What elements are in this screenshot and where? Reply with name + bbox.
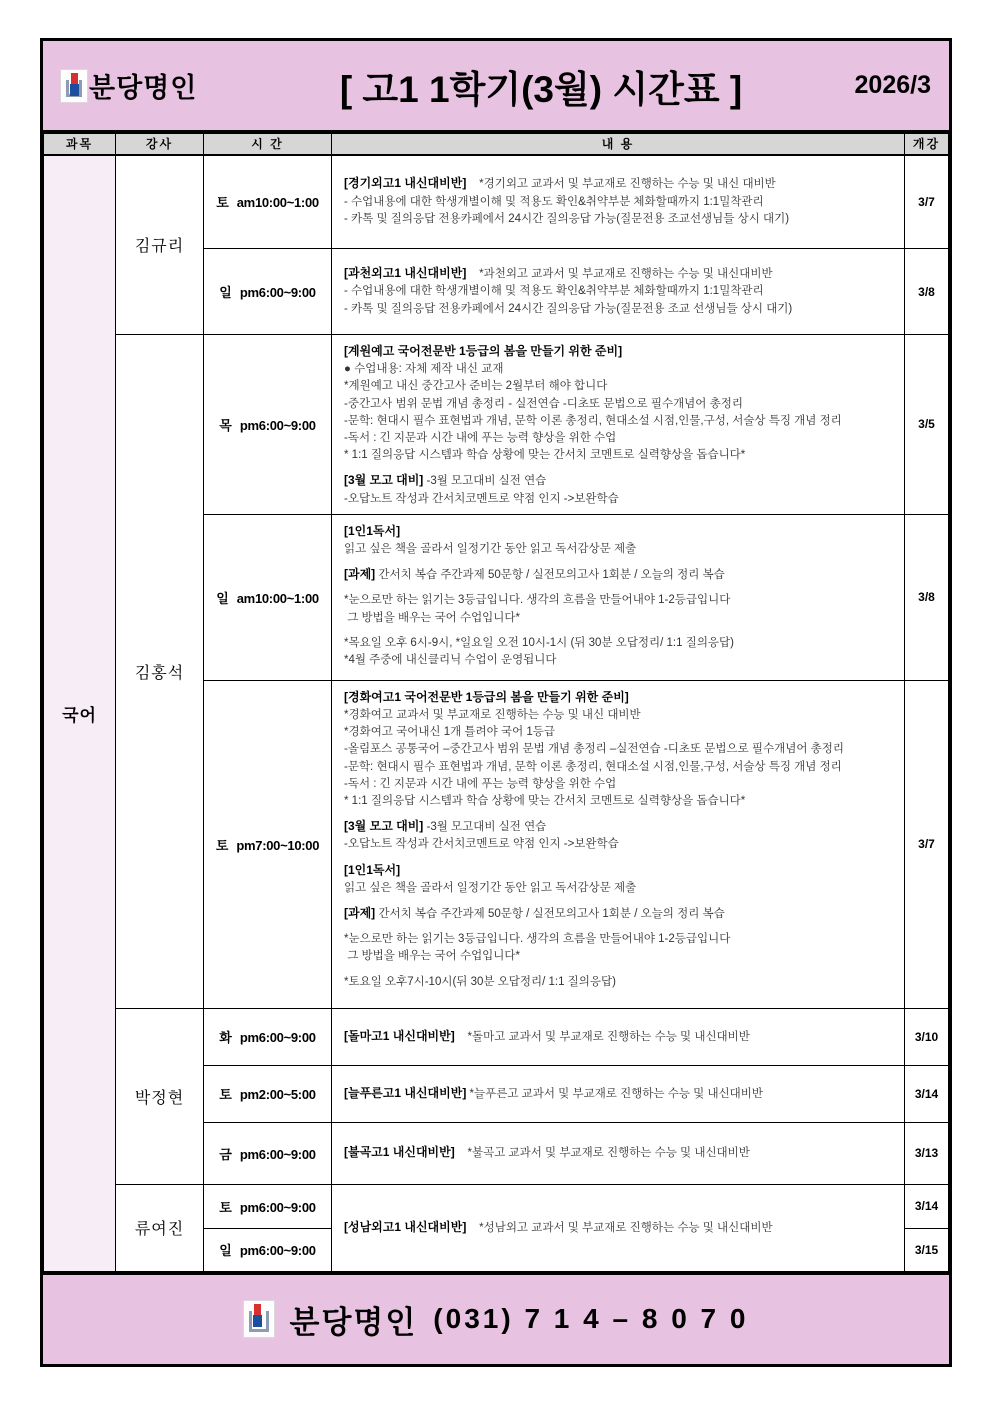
time-day: 토	[219, 1199, 232, 1215]
time-day: 금	[219, 1146, 232, 1162]
content-cell	[332, 155, 905, 249]
content-line: [과제] 간서치 복습 주간과제 50문항 / 실전모의고사 1회분 / 오늘의 정리 복습	[344, 567, 725, 582]
column-header-row	[44, 134, 949, 155]
content-line: 그 방법을 배우는 국어 수업입니다*	[344, 950, 520, 963]
content-line: [3월 모고 대비] -3월 모고대비 실전 연습	[344, 473, 547, 488]
page-title: [ 고1 1학기(3월) 시간표 ]	[339, 68, 743, 110]
content-line: [3월 모고 대비] -3월 모고대비 실전 연습	[344, 819, 547, 834]
content-line: [계원예고 국어전문반 1등급의 봄을 만들기 위한 준비]	[344, 344, 623, 358]
content-line: *토요일 오후7시-10시(뒤 30분 오답정리/ 1:1 질의응답)	[344, 975, 616, 988]
time-day: 토	[215, 837, 229, 853]
schedule-row	[44, 1008, 949, 1065]
content-line: * 1:1 질의응답 시스템과 학습 상황에 맞는 간서치 코멘트로 실력향상을 돕습니다*	[344, 449, 746, 462]
schedule-row	[44, 155, 949, 249]
schedule-table	[43, 133, 949, 1272]
column-header-teacher: 강사	[116, 134, 204, 155]
column-header-subject: 과목	[44, 134, 116, 155]
content-blank-line	[344, 854, 894, 862]
column-header-start: 개강	[905, 134, 949, 155]
brand	[61, 66, 281, 105]
start-date-cell: 3/14	[905, 1065, 949, 1122]
footer-logo-icon	[244, 1301, 274, 1337]
footer-banner	[43, 1272, 949, 1364]
time-cell	[204, 1065, 332, 1122]
time-range: pm6:00~9:00	[239, 1030, 316, 1046]
content-line: -문학: 현대시 필수 표현법과 개념, 문학 이론 총정리, 현대소설 시점,인물,구성, 서술상 특징 개념 정리	[344, 414, 842, 427]
time-cell	[204, 155, 332, 249]
document-frame	[40, 38, 952, 1367]
content-cell	[332, 1122, 905, 1184]
time-day: 토	[219, 1087, 232, 1103]
brand-logo-icon	[61, 70, 87, 102]
content-blank-line	[344, 897, 894, 905]
content-blank-line	[344, 558, 894, 566]
schedule-row	[44, 1184, 949, 1228]
schedule-row	[44, 335, 949, 515]
content-line: *눈으로만 하는 읽기는 3등급입니다. 생각의 흐름을 만들어내야 1-2등급입니다	[344, 933, 731, 946]
content-cell	[332, 1065, 905, 1122]
time-range: pm6:00~9:00	[239, 417, 316, 433]
time-range: pm6:00~9:00	[239, 1199, 316, 1215]
time-cell	[204, 1184, 332, 1228]
content-line: *경화여고 국어내신 1개 틀려야 국어 1등급	[344, 726, 555, 739]
start-date-cell: 3/5	[905, 335, 949, 515]
time-range: pm6:00~9:00	[239, 1146, 316, 1162]
time-cell	[204, 514, 332, 680]
time-day: 목	[219, 417, 232, 433]
time-range: am10:00~1:00	[236, 195, 319, 211]
start-date-cell: 3/8	[905, 514, 949, 680]
content-blank-line	[344, 584, 894, 592]
content-line: -독서 : 긴 지문과 시간 내에 푸는 능력 향상을 위한 수업	[344, 432, 617, 445]
content-line: [1인1독서]	[344, 523, 401, 538]
content-blank-line	[344, 810, 894, 818]
start-date-cell: 3/10	[905, 1008, 949, 1065]
content-line: ● 수업내용: 자체 제작 내신 교재	[344, 363, 504, 376]
footer-phone-number: (031) 7 1 4 – 8 0 7 0	[433, 1303, 749, 1335]
time-day: 화	[219, 1030, 232, 1046]
content-line: [경기외고1 내신대비반] *경기외고 교과서 및 부교재로 진행하는 수능 및 내신 대비반	[344, 176, 776, 191]
content-line: [돌마고1 내신대비반] *돌마고 교과서 및 부교재로 진행하는 수능 및 내신대비반	[344, 1028, 750, 1043]
start-date-cell: 3/14	[905, 1184, 949, 1228]
footer-brand-name: 분당명인	[289, 1304, 418, 1340]
content-line: 읽고 싶은 책을 골라서 일정기간 동안 읽고 독서감상문 제출	[344, 543, 637, 556]
content-cell	[332, 680, 905, 1008]
content-line: -문학: 현대시 필수 표현법과 개념, 문학 이론 총정리, 현대소설 시점,인물,구성, 서술상 특징 개념 정리	[344, 760, 842, 773]
start-date-cell: 3/7	[905, 155, 949, 249]
content-cell	[332, 1008, 905, 1065]
time-cell	[204, 1228, 332, 1271]
content-line: *눈으로만 하는 읽기는 3등급입니다. 생각의 흐름을 만들어내야 1-2등급입니다	[344, 594, 731, 607]
time-day: 일	[216, 590, 229, 606]
time-range: pm6:00~9:00	[239, 1243, 316, 1259]
content-line: *4월 주중에 내신클리닉 수업이 운영됩니다	[344, 654, 557, 667]
header-banner	[43, 41, 949, 133]
column-header-time: 시 간	[204, 134, 332, 155]
time-cell	[204, 1122, 332, 1184]
content-line: 읽고 싶은 책을 골라서 일정기간 동안 읽고 독서감상문 제출	[344, 881, 637, 894]
content-line: *경화여고 교과서 및 부교재로 진행하는 수능 및 내신 대비반	[344, 709, 641, 722]
time-range: pm2:00~5:00	[239, 1087, 316, 1103]
teacher-cell: 김규리	[116, 155, 204, 335]
content-line: -오답노트 작성과 간서치코멘트로 약점 인지 ->보완학습	[344, 492, 619, 505]
content-line: - 카톡 및 질의응답 전용카페에서 24시간 질의응답 가능(질문전용 조교 선생님들 상시 대기)	[344, 302, 793, 315]
content-line: 그 방법을 배우는 국어 수업입니다*	[344, 611, 520, 624]
content-cell	[332, 1184, 905, 1271]
schedule-date: 2026/3	[854, 71, 931, 99]
time-day: 일	[219, 285, 232, 300]
time-cell	[204, 680, 332, 1008]
content-line: [과제] 간서치 복습 주간과제 50문항 / 실전모의고사 1회분 / 오늘의 정리 복습	[344, 906, 725, 921]
time-day: 토	[216, 195, 229, 211]
subject-cell: 국어	[44, 155, 116, 1272]
content-cell	[332, 514, 905, 680]
start-date-cell: 3/8	[905, 249, 949, 335]
teacher-cell: 류여진	[116, 1184, 204, 1271]
content-line: *목요일 오후 6시-9시, *일요일 오전 10시-1시 (뒤 30분 오답정리/ 1:1 질의응답)	[344, 636, 734, 649]
start-date-cell: 3/13	[905, 1122, 949, 1184]
content-cell	[332, 335, 905, 515]
content-blank-line	[344, 923, 894, 931]
time-cell	[204, 1008, 332, 1065]
time-range: am10:00~1:00	[236, 590, 319, 606]
time-cell	[204, 335, 332, 515]
content-line: -독서 : 긴 지문과 시간 내에 푸는 능력 향상을 위한 수업	[344, 777, 617, 790]
content-line: [성남외고1 내신대비반] *성남외고 교과서 및 부교재로 진행하는 수능 및 내신대비반	[344, 1219, 773, 1234]
content-line: [경화여고1 국어전문반 1등급의 봄을 만들기 위한 준비]	[344, 689, 629, 704]
content-line: [늘푸른고1 내신대비반] *늘푸른고 교과서 및 부교재로 진행하는 수능 및 내신대비반	[344, 1085, 763, 1100]
teacher-cell: 김홍석	[116, 335, 204, 1009]
content-line: *계원예고 내신 중간고사 준비는 2월부터 해야 합니다	[344, 380, 608, 393]
start-date-cell: 3/15	[905, 1228, 949, 1271]
content-line: -중간고사 범위 문법 개념 총정리 - 실전연습 -디초또 문법으로 필수개념어 총정리	[344, 397, 743, 410]
time-range: pm6:00~9:00	[239, 285, 316, 300]
content-line: -오답노트 작성과 간서치코멘트로 약점 인지 ->보완학습	[344, 838, 619, 851]
teacher-cell: 박정현	[116, 1008, 204, 1184]
content-cell	[332, 249, 905, 335]
time-cell	[204, 249, 332, 335]
content-line: [과천외고1 내신대비반] *과천외고 교과서 및 부교재로 진행하는 수능 및 내신대비반	[344, 266, 773, 281]
start-date-cell: 3/7	[905, 680, 949, 1008]
content-blank-line	[344, 966, 894, 974]
content-line: -올림포스 공통국어 –중간고사 범위 문법 개념 총정리 –실전연습 -디초또 문법으로 필수개념어 총정리	[344, 743, 844, 756]
content-line: - 수업내용에 대한 학생개별이해 및 적용도 확인&취약부분 체화할때까지 1:1밀착관리	[344, 285, 764, 298]
column-header-content: 내 용	[332, 134, 905, 155]
time-day: 일	[219, 1243, 232, 1259]
content-line: - 카톡 및 질의응답 전용카페에서 24시간 질의응답 가능(질문전용 조교선생님들 상시 대기)	[344, 212, 790, 225]
content-line: [1인1독서]	[344, 862, 401, 877]
time-range: pm7:00~10:00	[236, 837, 320, 853]
content-line: [불곡고1 내신대비반] *불곡고 교과서 및 부교재로 진행하는 수능 및 내신대비반	[344, 1145, 750, 1160]
content-blank-line	[344, 464, 894, 472]
content-blank-line	[344, 627, 894, 635]
brand-name: 분당명인	[89, 73, 198, 103]
content-line: * 1:1 질의응답 시스템과 학습 상황에 맞는 간서치 코멘트로 실력향상을 돕습니다*	[344, 795, 746, 808]
content-line: - 수업내용에 대한 학생개별이해 및 적용도 확인&취약부분 체화할때까지 1:1밀착관리	[344, 195, 764, 208]
